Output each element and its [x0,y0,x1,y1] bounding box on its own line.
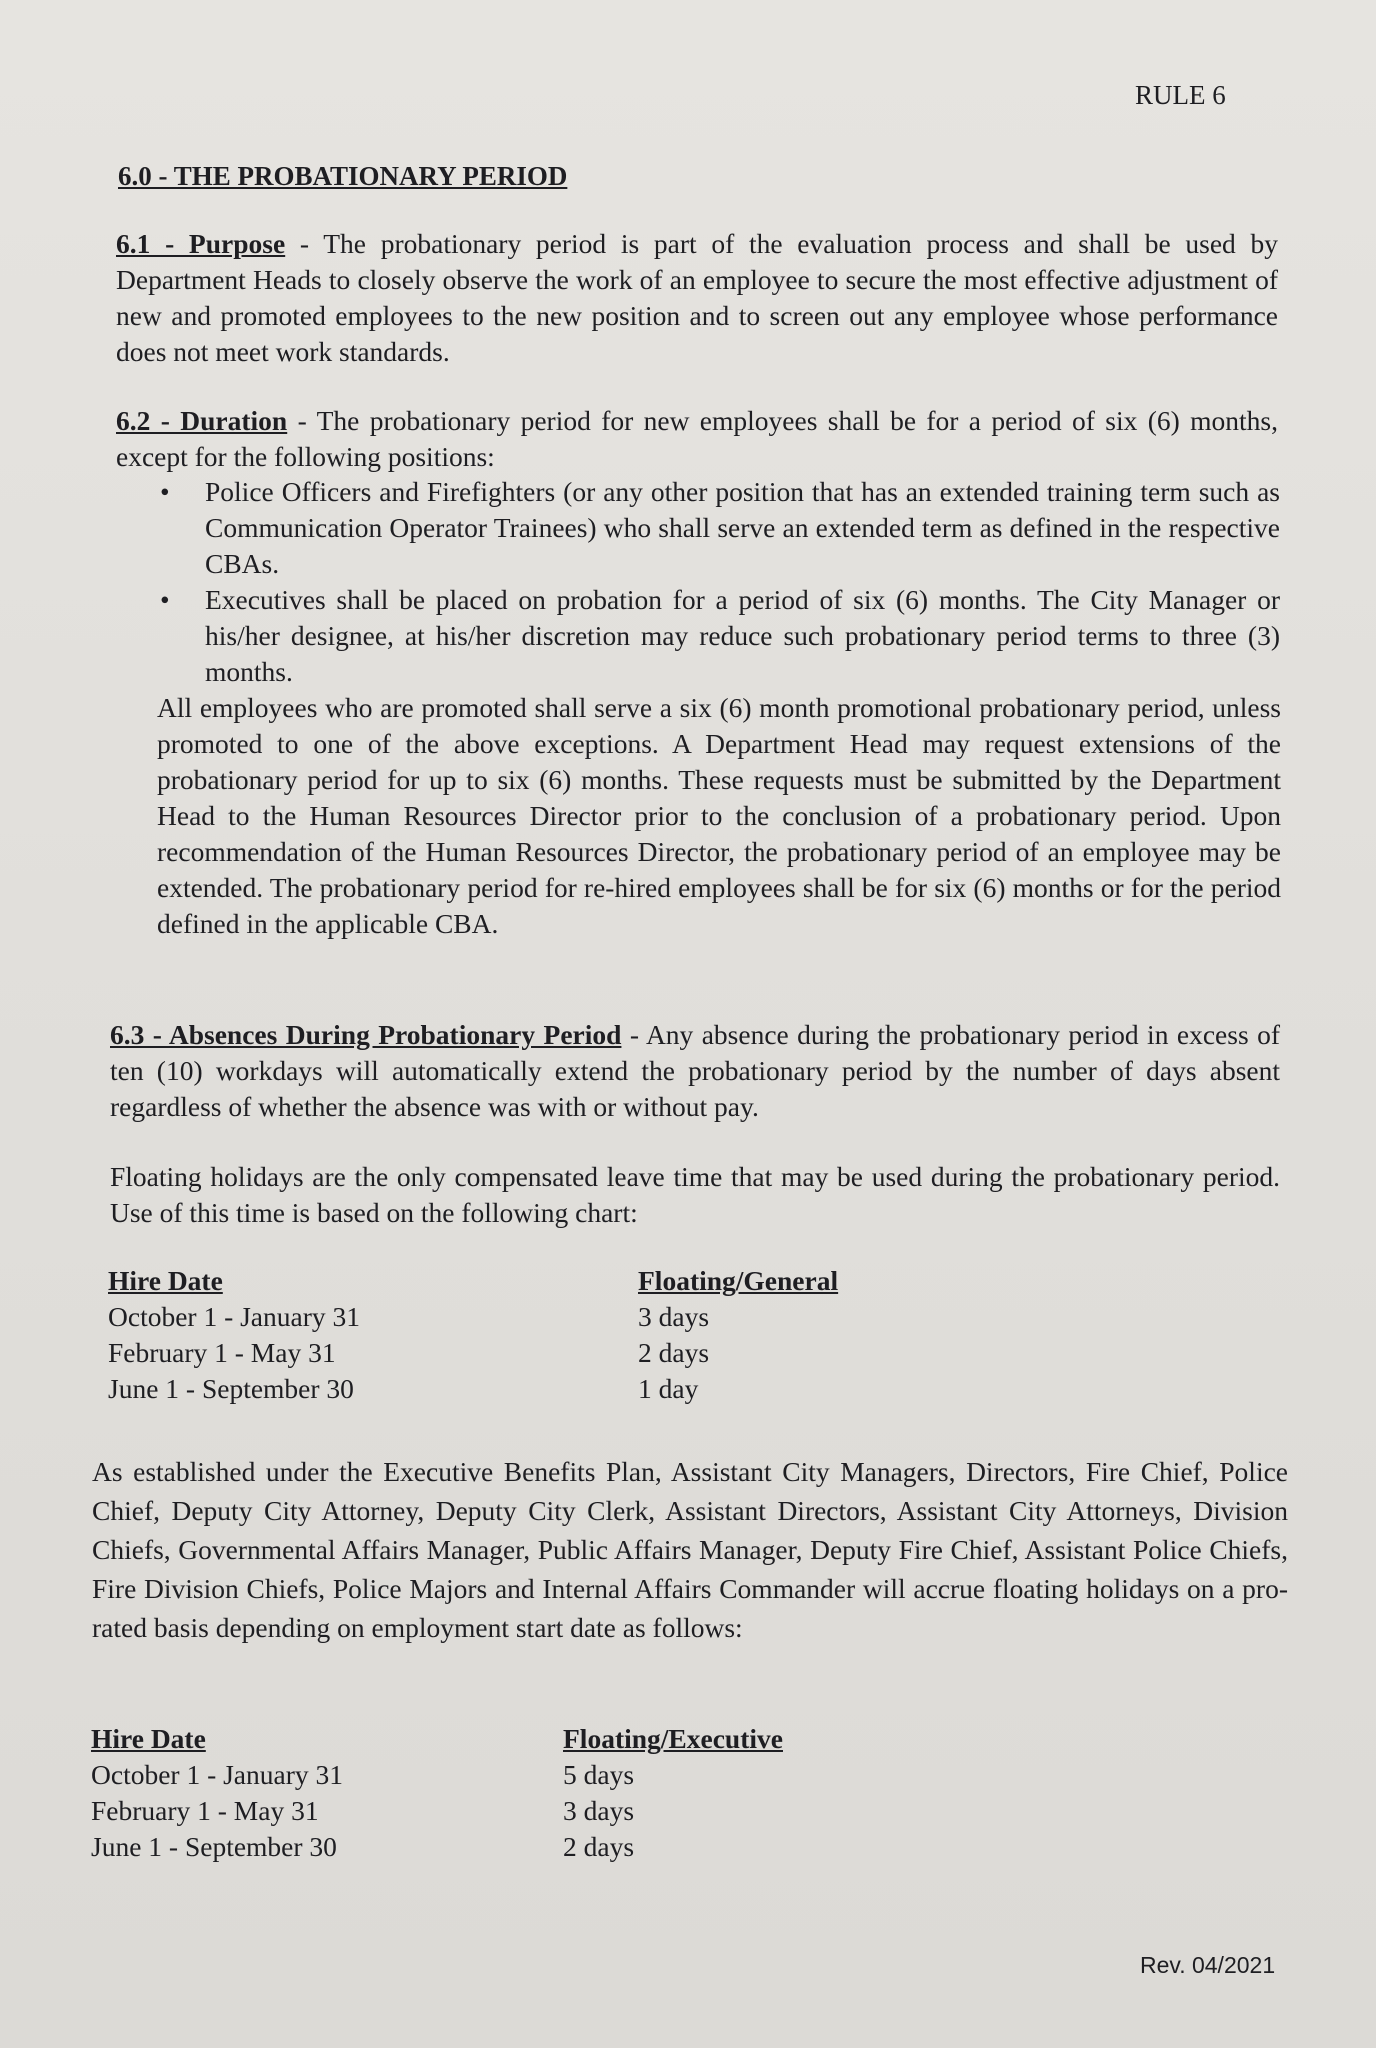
hire-date-cell: June 1 - September 30 [91,1831,337,1862]
table-row [108,1299,838,1335]
section-6-1 [116,226,1278,370]
section-6-2-heading: 6.2 - Duration [116,405,288,436]
hire-date-cell: June 1 - September 30 [108,1373,354,1404]
table-row [108,1335,838,1371]
section-6-3 [110,1017,1280,1125]
table-header [91,1721,783,1757]
days-cell: 3 days [638,1301,710,1332]
hire-date-cell: February 1 - May 31 [108,1337,336,1368]
header-hire-date: Hire Date [91,1723,206,1754]
table-header [108,1263,838,1299]
executive-benefits-paragraph: As established under the Executive Benefits Plan, Assistant City Managers, Directors, Fire Chief, Police Chief, Deputy City Attorney, Deputy City Clerk, Assistant Directors, Assistant City Attorneys, Division Chiefs, Governmental Affairs Manager, Public Affairs Manager, Deputy Fire Chief, Assistant Police Chiefs, Fire Division Chiefs, Police Majors and Internal Affairs Commander will accrue floating holidays on a pro-rated basis depending on employment start date as follows: [92,1456,1288,1643]
section-6-3-text: - Any absence during the probationary period in excess of ten (10) workdays will automatically extend the probationary period by the number of days absent regardless of whether the absence was with or without pay. [110,1019,1280,1122]
exception-list [160,474,1280,690]
section-6-2 [116,403,1278,475]
section-6-2-followup: All employees who are promoted shall serve a six (6) month promotional probationary period, unless promoted to one of the above exceptions. A Department Head may request extensions of the probationary period for up to six (6) months. These requests must be submitted by the Department Head to the Human Resources Director prior to the conclusion of a probationary period. Upon recommendation of the Human Resources Director, the probationary period of an employee may be extended. The probationary period for re-hired employees shall be for six (6) months or for the period defined in the applicable CBA. [157,692,1281,939]
days-cell: 5 days [563,1759,635,1790]
days-cell: 3 days [563,1795,635,1826]
floating-holidays-paragraph: Floating holidays are the only compensated leave time that may be used during the probationary period. Use of this time is based on the following chart: [110,1161,1280,1228]
section-6-3-heading: 6.3 - Absences During Probationary Period [110,1019,622,1050]
table-row [91,1829,783,1865]
general-floating-table [108,1263,838,1407]
hire-date-cell: February 1 - May 31 [91,1795,319,1826]
revision-date: Rev. 04/2021 [1140,1952,1276,1978]
table-row [91,1757,783,1793]
days-cell: 2 days [638,1337,710,1368]
header-floating-executive: Floating/Executive [563,1723,783,1754]
list-item [160,474,1280,582]
list-item [160,582,1280,690]
table-row [91,1793,783,1829]
section-6-2-text: - The probationary period for new employees shall be for a period of six (6) months, except for the following positions: [116,405,1278,472]
executive-floating-table [91,1721,783,1865]
rule-label: RULE 6 [1135,80,1226,110]
bullet-icon: • [160,476,170,507]
section-6-1-heading: 6.1 - Purpose [116,228,286,259]
header-hire-date: Hire Date [108,1265,223,1296]
days-cell: 2 days [563,1831,635,1862]
bullet-text: Police Officers and Firefighters (or any other position that has an extended training term such as Communication Operator Trainees) who shall serve an extended term as defined in the respective CBAs. [205,476,1280,579]
hire-date-cell: October 1 - January 31 [108,1301,360,1332]
header-floating-general: Floating/General [638,1265,839,1296]
hire-date-cell: October 1 - January 31 [91,1759,343,1790]
table-row [108,1371,838,1407]
bullet-text: Executives shall be placed on probation for a period of six (6) months. The City Manager or his/her designee, at his/her discretion may reduce such probationary period terms to three (3) months. [205,584,1280,687]
section-6-1-text: - The probationary period is part of the evaluation process and shall be used by Department Heads to closely observe the work of an employee to secure the most effective adjustment of new and promoted employees to the new position and to screen out any employee whose performance does not meet work standards. [116,228,1278,367]
page-title: 6.0 - THE PROBATIONARY PERIOD [118,161,568,191]
bullet-icon: • [160,584,170,615]
days-cell: 1 day [638,1373,699,1404]
